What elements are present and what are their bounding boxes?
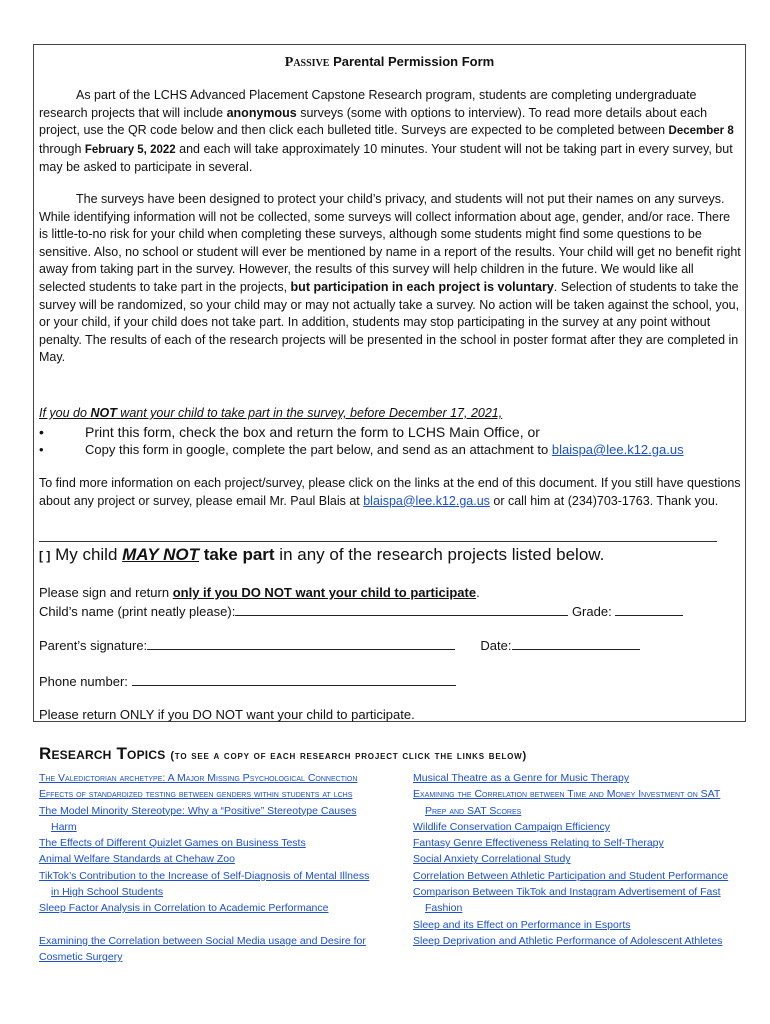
divider [39, 541, 717, 542]
child-name-label: Child’s name (print neatly please): [39, 604, 236, 619]
opt-out-condition: If you do NOT want your child to take part in the survey, before December 17, 2021, [39, 406, 503, 420]
grade-label: Grade: [571, 604, 612, 619]
may-not-statement: [ ] My child MAY NOT take part in any of the research projects listed below. [39, 545, 605, 564]
child-name-field[interactable] [235, 603, 568, 616]
topic-link[interactable]: TikTok’s Contribution to the Increase of Self-Diagnosis of Mental Illness in High School Students [39, 869, 370, 899]
opt-out-checkbox[interactable]: [ ] [39, 549, 51, 563]
date-field[interactable] [512, 637, 640, 650]
parent-signature-field[interactable] [147, 637, 455, 650]
topic-link[interactable]: Wildlife Conservation Campaign Efficiency [413, 820, 611, 833]
more-info-paragraph: To find more information on each project/survey, please click on the links at the end of this document. If you still have questions about any project or survey, please email Mr. Paul Blais at blaispa@lee.k12.ga.us or call him at (234)703-1763. Thank you. [39, 476, 741, 508]
instruction-list [39, 423, 739, 459]
topic-link[interactable]: Examining the Correlation between Time and Money Investment on SAT Prep and SAT Scores [413, 788, 721, 817]
privacy-paragraph: The surveys have been designed to protect your child’s privacy, and students will not put their names on any surveys. While identifying information will not be collected, some surveys will collect information about age, gender, and/or race. There is little-to-no risk for your child when completing these surveys, although some students might find some questions to be sensitive. Also, no school or student will ever be mentioned by name in a report of the results. Your child will get no benefit right away from taking part in the survey. However, the results of this survey will help children in the future. We would like all selected students to take part in the projects, but participation in each project is voluntary. Selection of students to take the survey will be randomized, so your child may or may not actually take a survey. No action will be taken against the school, you, or your child, if your child does not take part. In addition, students may stop participating in the survey at any point without penalty. The results of each of the research projects will be presented in the school in poster format after they are completed in May. [39, 192, 741, 365]
topic-link[interactable]: The Effects of Different Quizlet Games on Business Tests [39, 837, 306, 850]
topic-link[interactable]: Animal Welfare Standards at Chehaw Zoo [39, 853, 235, 866]
permission-form-box [33, 44, 746, 722]
return-note: Please return ONLY if you DO NOT want your child to participate. [39, 707, 415, 722]
parent-signature-row [39, 637, 640, 653]
topic-link[interactable]: Sleep Factor Analysis in Correlation to Academic Performance [39, 902, 329, 915]
grade-field[interactable] [615, 603, 683, 616]
sign-instruction: Please sign and return only if you DO NOT want your child to participate. [39, 585, 480, 600]
phone-label: Phone number: [39, 674, 128, 689]
email-link[interactable]: blaispa@lee.k12.ga.us [551, 442, 684, 457]
form-title [34, 54, 745, 71]
date-label: Date: [480, 638, 512, 653]
topic-link[interactable]: The Model Minority Stereotype: Why a “Positive” Stereotype Causes Harm [39, 804, 357, 833]
instruction-google: • Copy this form in google, complete the part below, and send as an attachment to blaispa@lee.k12.ga.us [39, 441, 739, 459]
email-link-2[interactable]: blaispa@lee.k12.ga.us [363, 493, 490, 508]
topic-link[interactable]: The Valedictorian archetype: A Major Missing Psychological Connection [39, 772, 358, 784]
intro-paragraph: As part of the LCHS Advanced Placement Capstone Research program, students are completing undergraduate research projects that will include anonymous surveys (some with options to interview). To read more details about each project, use the QR code below and then click each bulleted title. Surveys are expected to be completed between December 8 through February 5, 2022 and each will take approximately 10 minutes. Your student will not be taking part in every survey, but may be asked to participate in several. [39, 88, 734, 175]
instruction-print: • Print this form, check the box and return the form to LCHS Main Office, or [39, 423, 739, 441]
form-title-rest: Parental Permission Form [333, 54, 495, 69]
phone-field[interactable] [132, 673, 456, 686]
form-title-caps: Passive [284, 55, 330, 70]
topic-link[interactable]: Sleep and its Effect on Performance in Esports [413, 918, 631, 931]
research-topics-heading: Research Topics (to see a copy of each research project click the links below) [39, 744, 527, 763]
topic-link[interactable]: Sleep Deprivation and Athletic Performance of Adolescent Athletes [413, 934, 723, 947]
topic-link[interactable]: Effects of standardized testing between genders within students at lchs [39, 788, 353, 801]
topic-spacer [39, 917, 379, 933]
topic-link[interactable]: Correlation Between Athletic Participation and Student Performance [413, 869, 729, 882]
topic-link[interactable]: Examining the Correlation between Social Media usage and Desire for Cosmetic Surgery [39, 934, 366, 964]
topics-left-column [39, 770, 379, 966]
topic-link[interactable]: Musical Theatre as a Genre for Music Therapy [413, 772, 630, 784]
parent-signature-label: Parent’s signature: [39, 638, 148, 653]
child-name-row [39, 603, 683, 619]
topic-link[interactable]: Fantasy Genre Effectiveness Relating to Self-Therapy [413, 837, 664, 850]
phone-row [39, 673, 456, 689]
topic-link[interactable]: Comparison Between TikTok and Instagram Advertisement of Fast Fashion [413, 886, 721, 915]
topics-right-column [413, 770, 733, 949]
topic-link[interactable]: Social Anxiety Correlational Study [413, 853, 571, 866]
